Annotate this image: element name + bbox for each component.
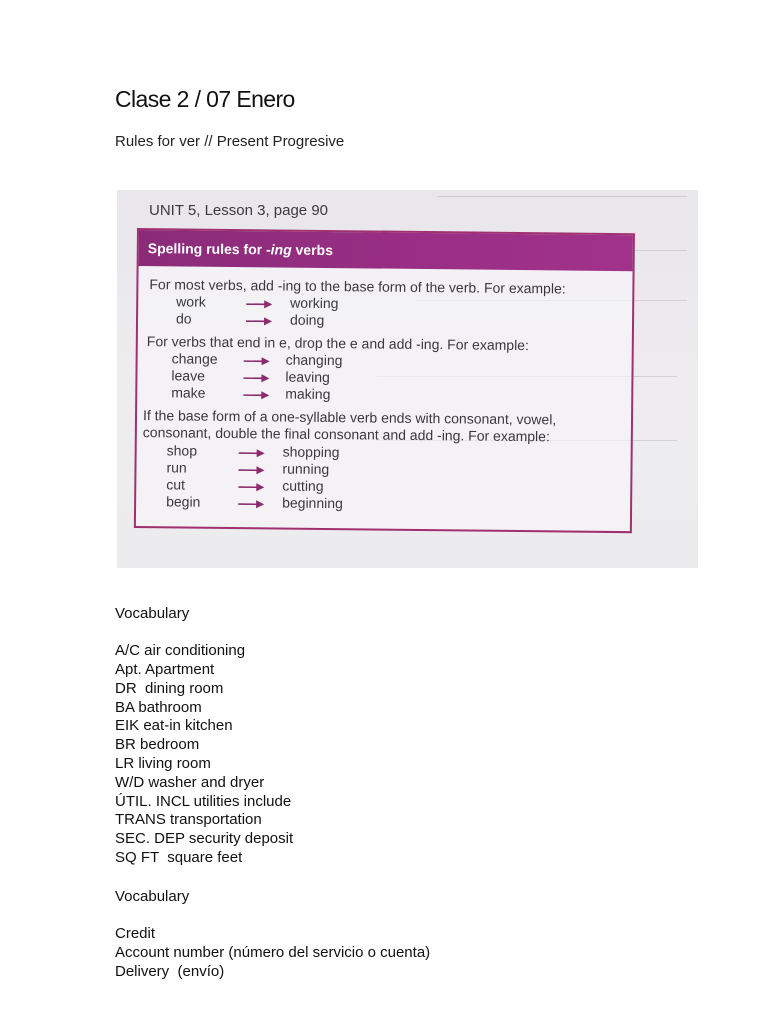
vocabulary-list-1 [115, 567, 293, 868]
spelling-rules-box [134, 228, 635, 533]
arrow-right-icon [243, 373, 269, 383]
rule-1-ing-form: doing [289, 311, 325, 328]
vocabulary-item: BR bedroom [115, 736, 200, 754]
unit-heading: UNIT 5, Lesson 3, page 90 [149, 202, 329, 219]
rule-3-ing-form: shopping [282, 443, 340, 461]
arrow-right-icon [238, 499, 264, 509]
rule-2-ing-form: changing [285, 351, 343, 369]
arrow-right-icon [246, 299, 272, 309]
rule-3-base-verb: cut [166, 476, 186, 493]
rule-3-ing-form: cutting [282, 477, 324, 494]
rules-header [139, 230, 633, 271]
vocabulary-item: ÚTIL. INCL utilities include [115, 792, 292, 810]
rule-3-ing-form: running [282, 460, 330, 478]
arrow-right-icon [243, 390, 269, 400]
rules-header-title: Spelling rules for -ing verbs [147, 240, 334, 259]
arrow-right-icon [246, 316, 272, 326]
arrow-right-icon [244, 356, 270, 366]
rule-2-text: For verbs that end in e, drop the e and add -ing. For example: [146, 333, 529, 354]
page-title: Clase 2 / 07 Enero [115, 86, 295, 112]
vocabulary-item: Account number (número del servicio o cuenta) [115, 943, 431, 961]
vocabulary-item: BA bathroom [115, 698, 202, 716]
vocabulary-item: Delivery (envío) [115, 962, 225, 980]
vocabulary-item: SQ FT square feet [115, 848, 243, 866]
vocabulary-heading: Vocabulary [115, 604, 190, 622]
arrow-right-icon [239, 448, 265, 458]
rule-1-ing-form: working [290, 294, 339, 312]
vocabulary-item: Credit [115, 925, 156, 943]
rule-3-text-line2: consonant, double the final consonant and add -ing. For example: [142, 424, 550, 445]
rule-2-base-verb: leave [171, 367, 206, 384]
rule-1-base-verb: do [175, 309, 192, 327]
rule-2-base-verb: change [171, 350, 218, 367]
arrow-right-icon [238, 482, 264, 492]
vocabulary-item: LR living room [115, 754, 211, 772]
vocabulary-item: DR dining room [115, 679, 224, 697]
vocabulary-item: SEC. DEP security deposit [115, 830, 294, 848]
rule-2-base-verb: make [171, 384, 206, 401]
rule-3-ing-form: beginning [282, 494, 343, 512]
vocabulary-list-2 [115, 850, 430, 982]
rule-2-ing-form: making [285, 385, 331, 403]
rule-3-base-verb: begin [166, 493, 201, 510]
arrow-right-icon [238, 465, 264, 475]
rule-3-text-line1: If the base form of a one-syllable verb ends with consonant, vowel, [142, 407, 557, 428]
vocabulary-item: EIK eat-in kitchen [115, 717, 233, 735]
vocabulary-item: W/D washer and dryer [115, 773, 265, 791]
textbook-photo [117, 190, 698, 568]
vocabulary-item: TRANS transportation [115, 811, 262, 829]
rule-1-text: For most verbs, add -ing to the base form of the verb. For example: [149, 276, 566, 297]
vocabulary-heading: Vocabulary [115, 887, 190, 905]
rule-1-base-verb: work [176, 293, 206, 310]
rule-3-base-verb: shop [166, 442, 198, 459]
vocabulary-item: Apt. Apartment [115, 660, 215, 678]
rule-3-base-verb: run [166, 459, 187, 476]
vocabulary-item: A/C air conditioning [115, 642, 246, 660]
page-subtitle: Rules for ver // Present Progresive [115, 133, 345, 150]
rule-2-ing-form: leaving [285, 368, 330, 386]
